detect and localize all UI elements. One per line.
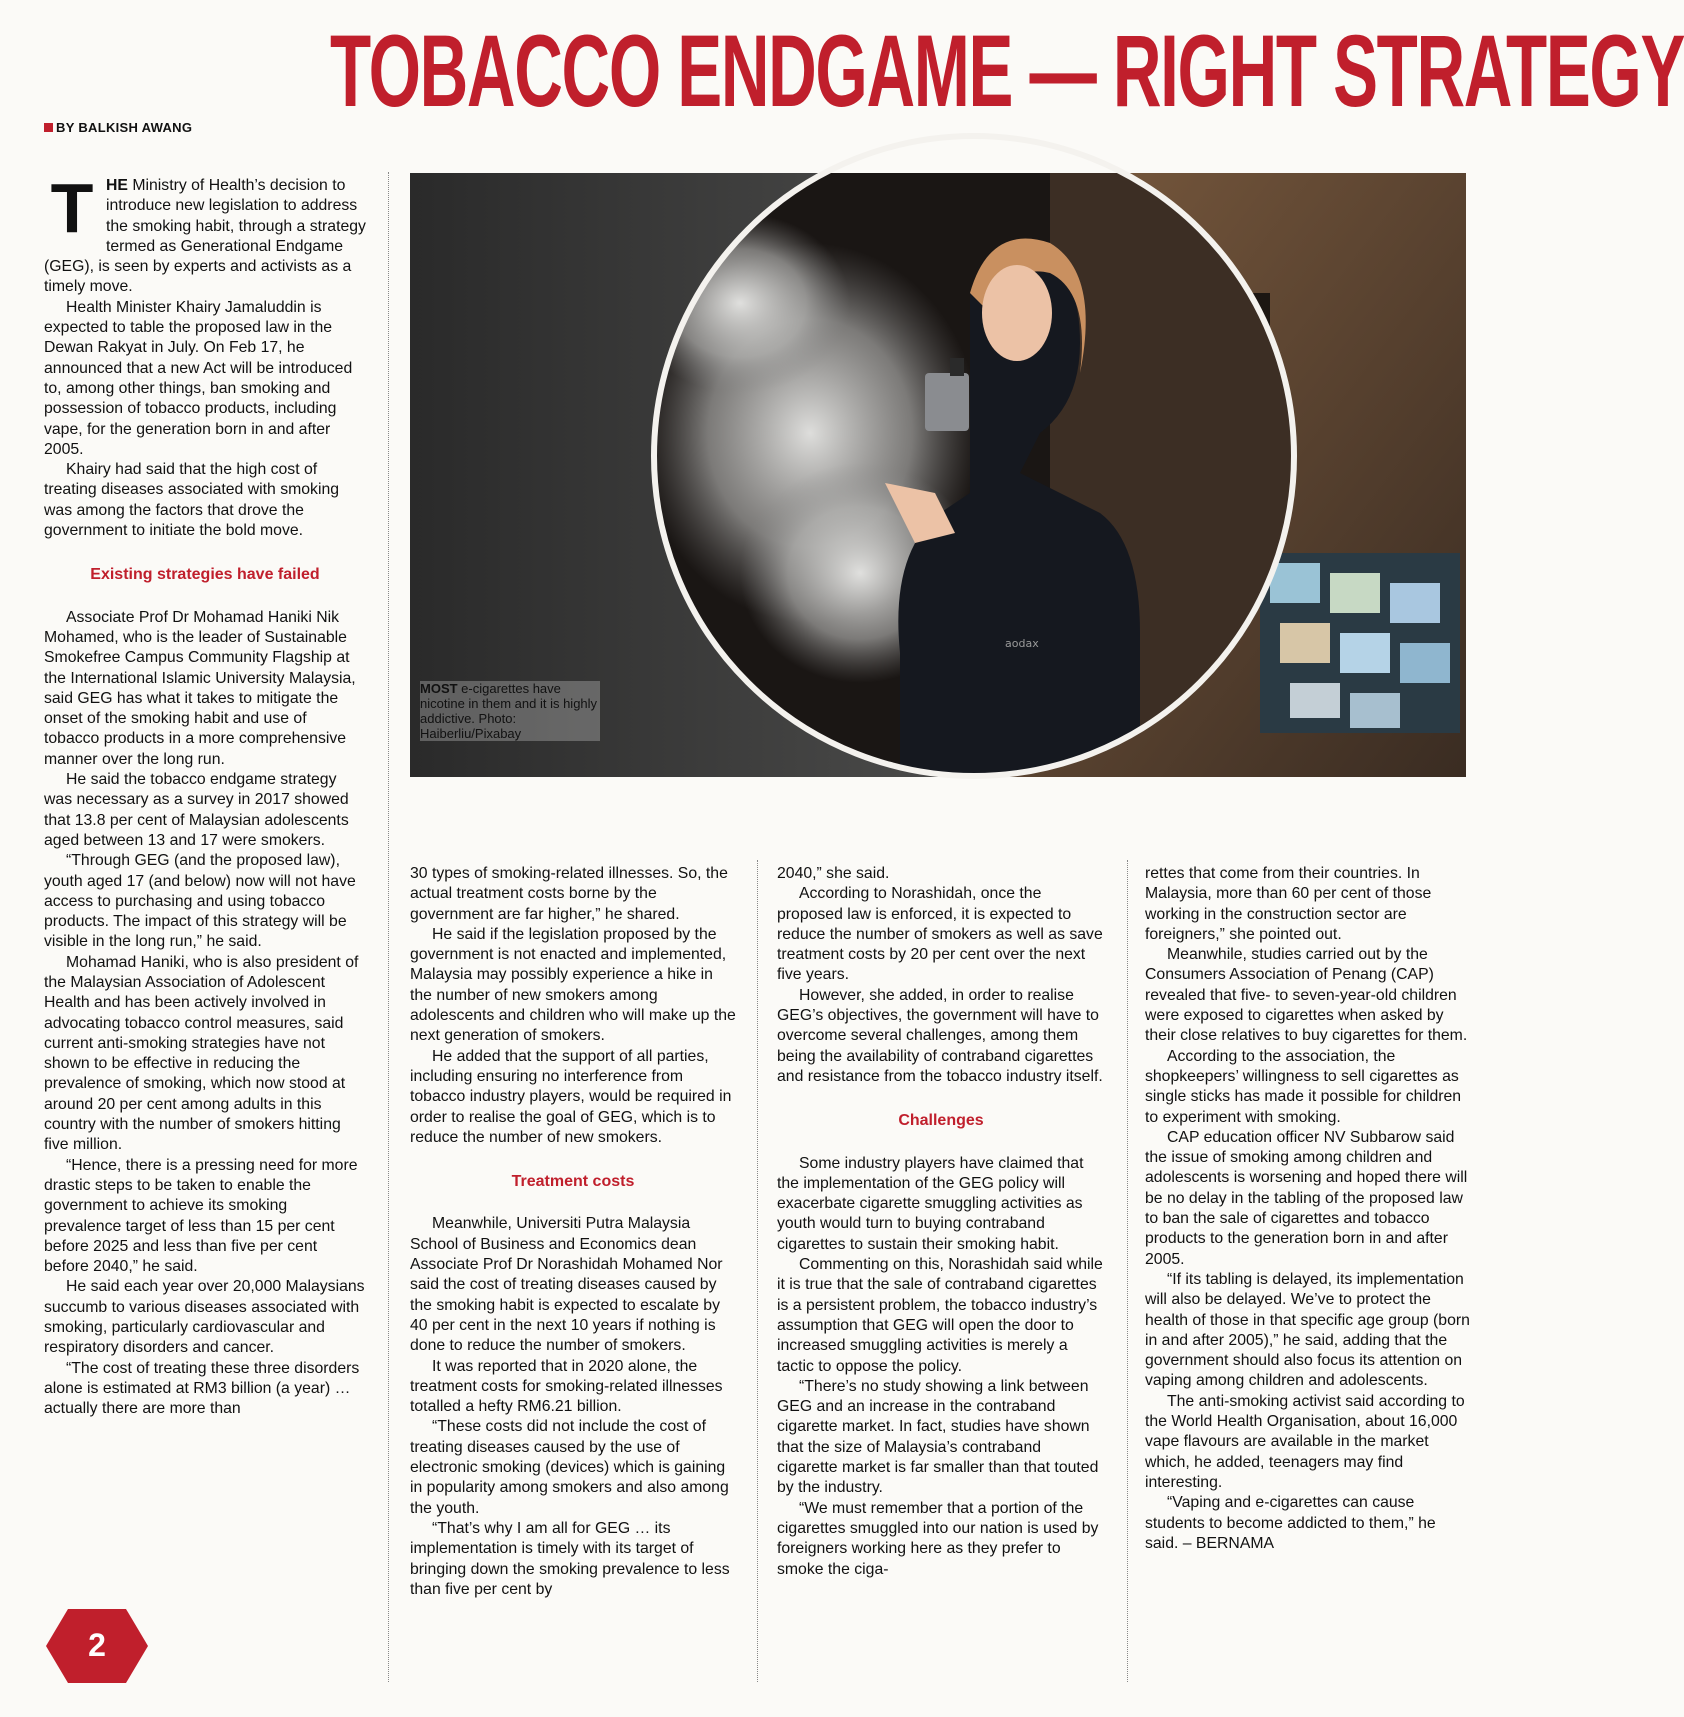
headline: TOBACCO ENDGAME — RIGHT STRATEGY [330, 14, 1684, 128]
column-rule-1 [388, 172, 389, 1682]
paragraph: “Through GEG (and the proposed law), youth aged 17 (and below) now will not have access to purchasing and using tobacco products. The impact of this strategy will be visible in the long run,” he said. [44, 852, 356, 951]
paragraph: According to Norashidah, once the proposed law is enforced, it is expected to reduce the number of smokers as well as save treatment costs by 20 per cent over the next five years. [777, 885, 1103, 984]
page-number: 2 [88, 1627, 106, 1663]
subhead-treatment-costs: Treatment costs [511, 1173, 635, 1191]
paragraph: He said if the legislation proposed by the government is not enacted and implemented, Malaysia may possibly experience a hike in the number of new smokers among adolescents and children who will make up the next generation of smokers. [410, 925, 736, 1045]
paragraph: “That’s why I am all for GEG … its implementation is timely with its target of bringing down the smoking prevalence to less than five per cent by [410, 1519, 730, 1598]
paragraph: Meanwhile, studies carried out by the Consumers Association of Penang (CAP) revealed that five- to seven-year-old children were exposed to cigarettes when asked by their close relatives to buy cigarettes for them. [1145, 946, 1468, 1045]
paragraph: Commenting on this, Norashidah said while it is true that the sale of contraband cigarettes is a persistent problem, the tobacco industry’s assumption that GEG will open the door to increased smuggling activities is merely a tactic to oppose the policy. [777, 1256, 1103, 1375]
caption-text: e-cigarettes have nicotine in them and it is highly addictive. Photo: Haiberliu/Pixabay [420, 681, 598, 741]
column-rule-2 [757, 860, 758, 1682]
paragraph: Mohamad Haniki, who is also president of the Malaysian Association of Adolescent Health and has been actively involved in advocating tobacco control measures, said current anti-smoking strategies have not shown to be effective in reducing the prevalence of smoking, which now stood at around 20 per cent among adults in this country with the number of smokers hitting five million. [44, 953, 359, 1154]
paragraph: “The cost of treating these three disorders alone is estimated at RM3 billion (a year) … actually there are more than [44, 1359, 360, 1418]
paragraph: The anti-smoking activist said according to the World Health Organisation, about 16,000 vape flavours are available in the market which, he added, teenagers may find interesting. [1145, 1392, 1465, 1491]
paragraph: Khairy had said that the high cost of treating diseases associated with smoking was among the factors that drove the government to initiate the bold move. [44, 461, 340, 540]
paragraph: It was reported that in 2020 alone, the treatment costs for smoking-related illnesses totalled a hefty RM6.21 billion. [410, 1357, 723, 1416]
paragraph: “We must remember that a portion of the cigarettes smuggled into our nation is used by foreigners working here as they prefer to smoke the ciga- [777, 1499, 1099, 1578]
paragraph: According to the association, the shopkeepers’ willingness to sell cigarettes as single sticks has made it possible for children to experiment with smoking. [1145, 1047, 1462, 1126]
subhead-existing-strategies: Existing strategies have failed [90, 566, 320, 584]
paragraph: Some industry players have claimed that the implementation of the GEG policy will exacerbate cigarette smuggling activities as youth would turn to buying contraband cigarettes to sustain their smoking habit. [777, 1154, 1084, 1253]
paragraph: “Hence, there is a pressing need for more drastic steps to be taken to enable the government to achieve its smoking prevalence target of less than 15 per cent before 2025 and less than five per cent before 2040,” he said. [44, 1156, 358, 1276]
lead-in: HE [106, 177, 128, 194]
paragraph: However, she added, in order to realise GEG’s objectives, the government will have to overcome several challenges, among them being the availability of contraband cigarettes and resistance from the tobacco industry itself. [777, 986, 1103, 1085]
paragraph: He said the tobacco endgame strategy was necessary as a survey in 2017 showed that 13.8 per cent of Malaysian adolescents aged between 13 and 17 were smokers. [44, 771, 349, 849]
paragraph: Associate Prof Dr Mohamad Haniki Nik Mohamed, who is the leader of Sustainable Smokefree Campus Community Flagship at the International Islamic University Malaysia, said GEG has what it takes to mitigate the onset of the smoking habit and use of tobacco products in a more comprehensive manner over the long run. [44, 608, 356, 768]
caption-lead: MOST [420, 681, 458, 696]
paragraph: 2040,” she said. [777, 865, 890, 882]
byline-text: BY BALKISH AWANG [56, 120, 193, 135]
paragraph: 30 types of smoking-related illnesses. So, the actual treatment costs borne by the government are far higher,” he shared. [410, 865, 728, 923]
paragraph-text: Ministry of Health’s decision to introduce new legislation to address the smoking habit, through a strategy termed as Generational Endgame (GEG), is seen by experts and activists as a timely move. [44, 177, 366, 296]
paragraph: Health Minister Khairy Jamaluddin is expected to table the proposed law in the Dewan Rakyat in July. On Feb 17, he announced that a new Act will be introduced to, among other things, ban smoking and possession of tobacco products, including vape, for the generation born in and after 2005. [44, 298, 353, 458]
paragraph: He said each year over 20,000 Malaysians succumb to various diseases associated with smoking, particularly cardiovascular and respiratory disorders and cancer. [44, 1278, 365, 1357]
subhead-challenges: Challenges [898, 1112, 984, 1130]
byline-marker-icon [44, 123, 53, 132]
dropcap: T [50, 169, 94, 247]
photo-watermark: aodax [1005, 637, 1039, 650]
column-4 [1145, 864, 1470, 1554]
paragraph: CAP education officer NV Subbarow said the issue of smoking among children and adolescents is worsening and hoped there will be no delay in the tabling of the proposed law to ban the sale of cigarettes and tobacco products to the generation born in and after 2005. [1145, 1128, 1468, 1268]
paragraph: rettes that come from their countries. In Malaysia, more than 60 per cent of those working in the construction sector are foreigners,” she pointed out. [1145, 865, 1432, 943]
paragraph: “These costs did not include the cost of treating diseases caused by the use of electronic smoking (devices) which is gaining in popularity among smokers and also among the youth. [410, 1418, 729, 1517]
column-rule-3 [1127, 860, 1128, 1682]
photo-caption [420, 681, 600, 741]
paragraph: “If its tabling is delayed, its implementation will also be delayed. We’ve to protect the health of those in that specific age group (born in and after 2005),” he said, adding that the government should also focus its attention on vaping among children and adolescents. [1145, 1270, 1470, 1390]
byline [44, 120, 192, 135]
column-3 [777, 864, 1105, 1580]
paragraph: “Vaping and e-cigarettes can cause students to become addicted to them,” he said. – BERNAMA [1145, 1494, 1436, 1552]
column-1 [44, 169, 366, 1420]
paragraph: He added that the support of all parties, including ensuring no interference from tobacco industry players, would be required in order to realise the goal of GEG, which is to reduce the number of new smokers. [410, 1047, 732, 1146]
column-2 [410, 864, 736, 1600]
paragraph [44, 169, 366, 298]
paragraph: Meanwhile, Universiti Putra Malaysia School of Business and Economics dean Associate Prof Dr Norashidah Mohamed Nor said the cost of treating diseases caused by the smoking habit is expected to escalate by 40 per cent in the next 10 years if nothing is done to reduce the number of smokers. [410, 1215, 723, 1355]
paragraph: “There’s no study showing a link between GEG and an increase in the contraband cigarette market. In fact, studies have shown that the size of Malaysia’s contraband cigarette market is far smaller than that touted by the industry. [777, 1377, 1099, 1497]
